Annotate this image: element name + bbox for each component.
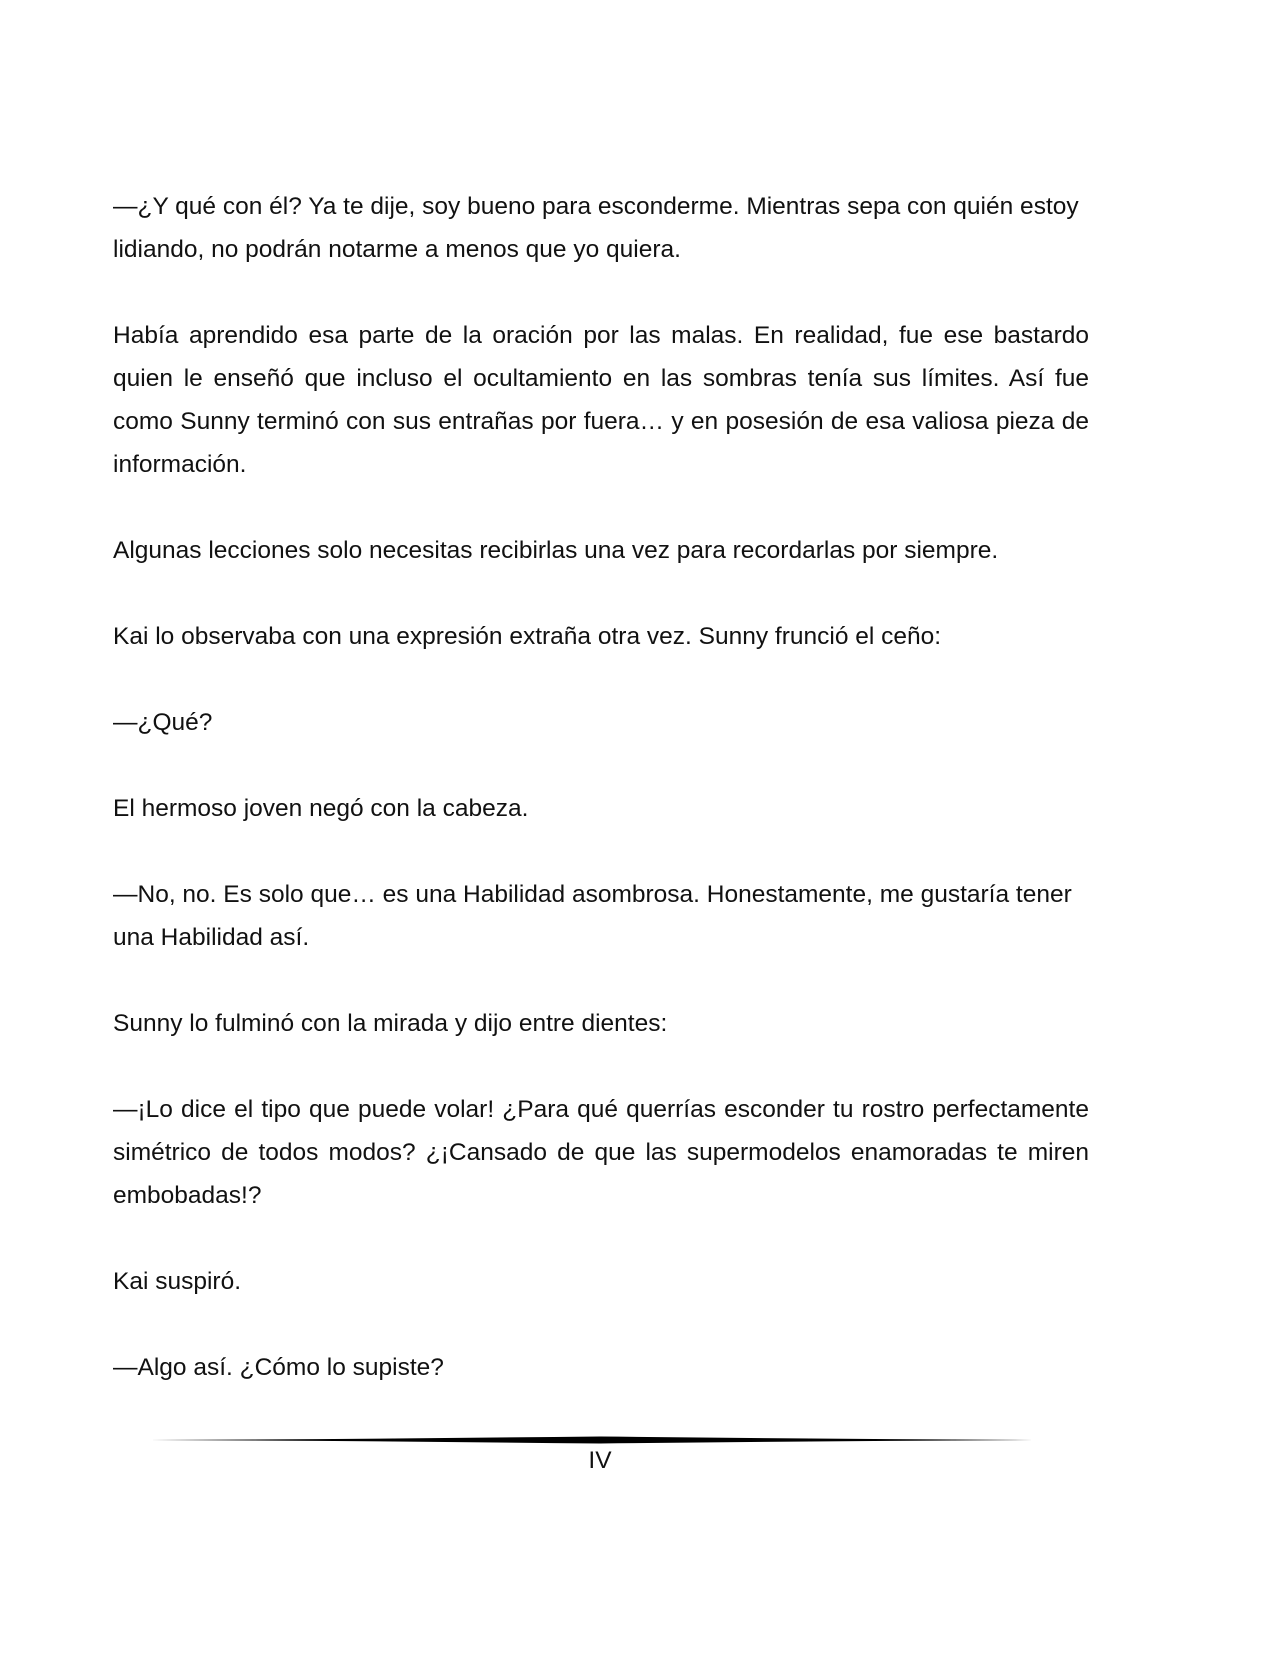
paragraph-can-fly: —¡Lo dice el tipo que puede volar! ¿Para qué querrías esconder tu rostro perfectamente simétrico de todos modos? ¿¡Cansado de que las supermodelos enamoradas te miren embobadas!? <box>113 1096 1089 1209</box>
paragraph-amazing-ability: —No, no. Es solo que… es una Habilidad asombrosa. Honestamente, me gustaría tener una Habilidad así. <box>113 881 1072 951</box>
paragraph-glare: Sunny lo fulminó con la mirada y dijo entre dientes: <box>113 1010 668 1037</box>
page-number: IV <box>588 1447 612 1474</box>
paragraph-kai-observes: Kai lo observaba con una expresión extraña otra vez. Sunny frunció el ceño: <box>113 623 942 650</box>
paragraph-lessons: Algunas lecciones solo necesitas recibirlas una vez para recordarlas por siempre. <box>113 537 999 564</box>
paragraph-kai-sighs: Kai suspiró. <box>113 1268 242 1295</box>
body-text <box>113 185 1089 1389</box>
paragraph-que: —¿Qué? <box>113 709 213 736</box>
paragraph-how-did-you-know: —Algo así. ¿Cómo lo supiste? <box>113 1354 444 1381</box>
paragraph-dialogue-hiding: —¿Y qué con él? Ya te dije, soy bueno para esconderme. Mientras sepa con quién estoy lidiando, no podrán notarme a menos que yo quiera. <box>113 193 1079 263</box>
paragraph-shakes-head: El hermoso joven negó con la cabeza. <box>113 795 529 822</box>
footer-divider <box>150 1434 1050 1446</box>
paragraph-lesson-learned: Había aprendido esa parte de la oración por las malas. En realidad, fue ese bastardo quien le enseñó que incluso el ocultamiento en las sombras tenía sus límites. Así fue como Sunny terminó con sus entrañas por fuera… y en posesión de esa valiosa pieza de información. <box>113 322 1089 478</box>
